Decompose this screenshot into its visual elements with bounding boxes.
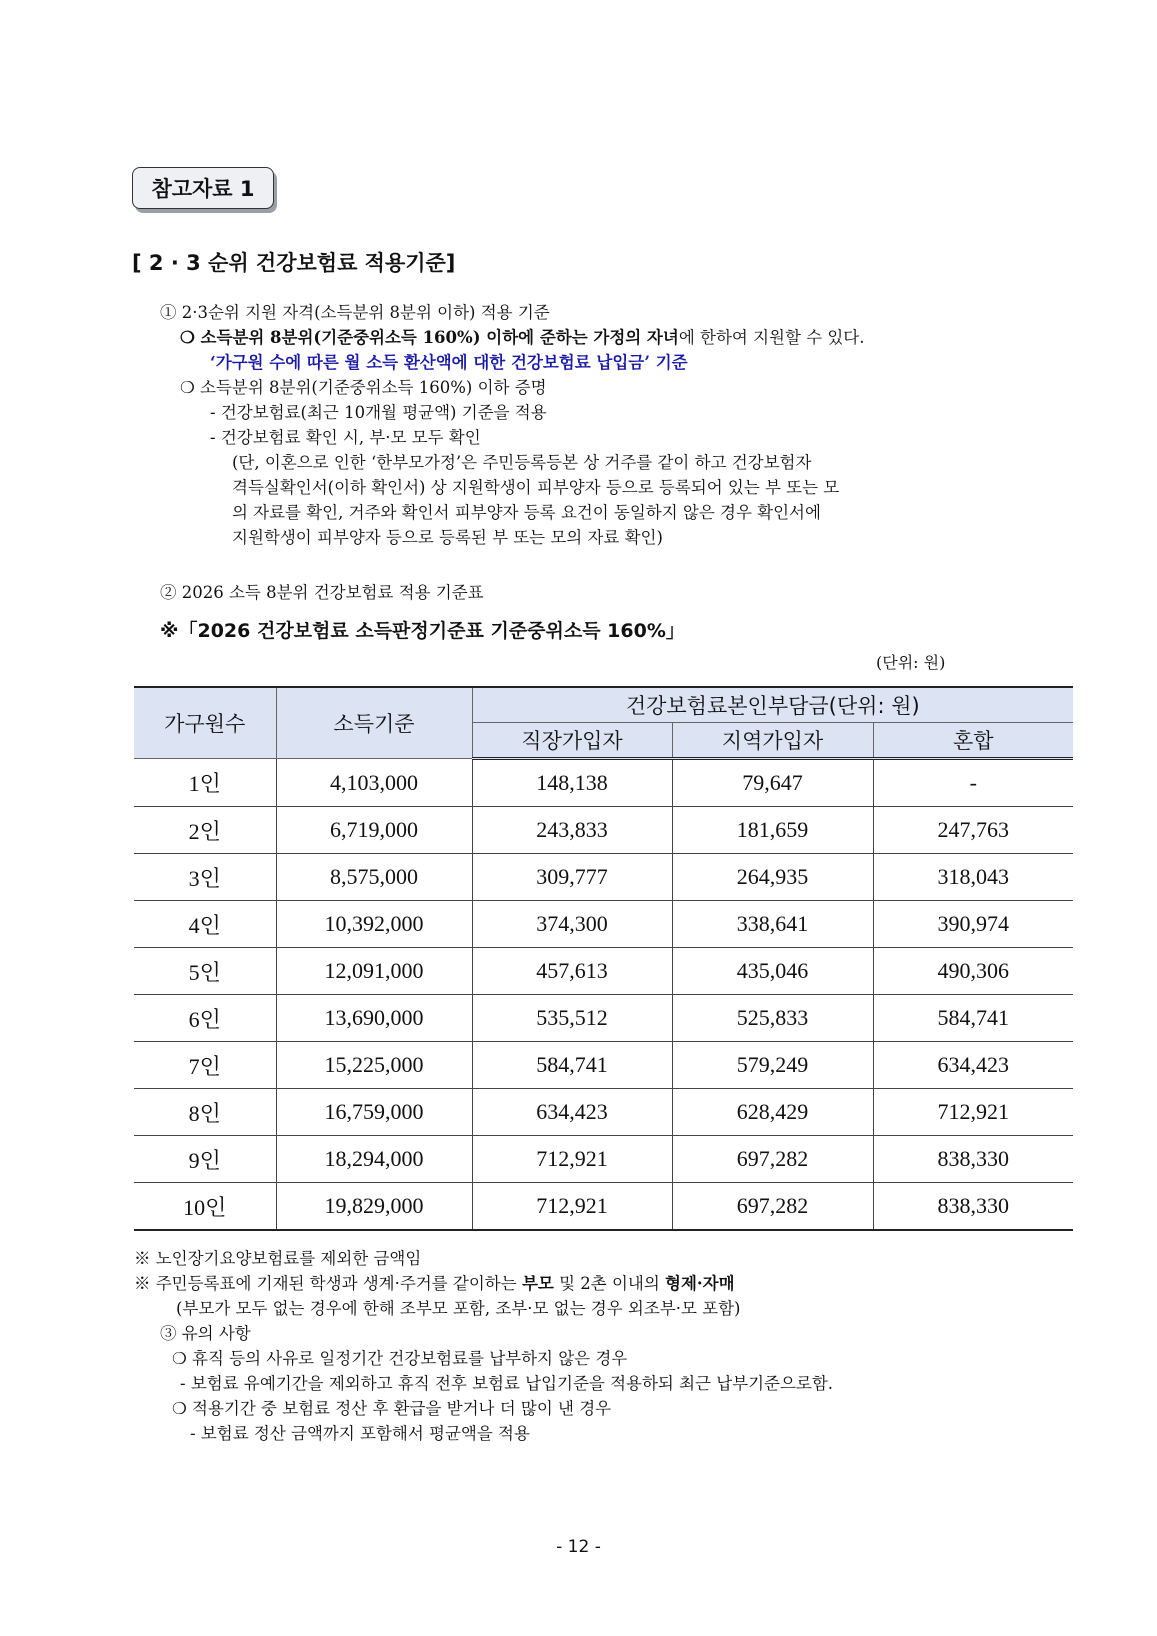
header-premium: 건강보험료본인부담금(단위: 원) [472, 687, 1073, 723]
header-employee: 직장가입자 [472, 723, 672, 759]
cell-employee: 243,833 [472, 807, 672, 854]
cell-employee: 634,423 [472, 1089, 672, 1136]
part1-bullet1-bold: ❍ 소득분위 8분위(기준중위소득 160%) 이하에 준하는 가정의 자녀 [180, 328, 679, 347]
cell-mixed: 838,330 [873, 1136, 1073, 1183]
table-row [134, 854, 1073, 901]
part1-bullet2: ❍ 소득분위 8분위(기준중위소득 160%) 이하 증명 [180, 378, 547, 397]
part3-bullet1: ❍ 휴직 등의 사유로 일정기간 건강보험료를 납부하지 않은 경우 [172, 1349, 628, 1368]
cell-income: 12,091,000 [276, 948, 472, 995]
note-2-siblings: 형제·자매 [665, 1274, 735, 1293]
cell-mixed: 712,921 [873, 1089, 1073, 1136]
cell-employee: 712,921 [472, 1183, 672, 1231]
table-row [134, 807, 1073, 854]
cell-regional: 628,429 [672, 1089, 873, 1136]
cell-regional: 579,249 [672, 1042, 873, 1089]
header-regional: 지역가입자 [672, 723, 873, 759]
part1-paren-line3: 의 자료를 확인, 거주와 확인서 피부양자 등록 요건이 동일하지 않은 경우 확인서에 [232, 503, 821, 522]
cell-income: 4,103,000 [276, 759, 472, 807]
cell-household: 3인 [134, 854, 276, 901]
table-row [134, 948, 1073, 995]
table-title: ※「2026 건강보험료 소득판정기준표 기준중위소득 160%」 [160, 620, 685, 642]
reference-label: 참고자료 1 [132, 167, 274, 209]
cell-income: 19,829,000 [276, 1183, 472, 1231]
cell-regional: 435,046 [672, 948, 873, 995]
cell-household: 8인 [134, 1089, 276, 1136]
cell-mixed: 318,043 [873, 854, 1073, 901]
table-row [134, 1042, 1073, 1089]
table-row [134, 1183, 1073, 1231]
note-3: (부모가 모두 없는 경우에 한해 조부모 포함, 조부·모 없는 경우 외조부·모 포함) [176, 1299, 741, 1318]
cell-household: 9인 [134, 1136, 276, 1183]
cell-regional: 697,282 [672, 1183, 873, 1231]
cell-employee: 457,613 [472, 948, 672, 995]
table-row [134, 759, 1073, 807]
note-1: ※ 노인장기요양보험료를 제외한 금액임 [134, 1249, 422, 1268]
header-mixed: 혼합 [873, 723, 1073, 759]
cell-employee: 309,777 [472, 854, 672, 901]
cell-employee: 148,138 [472, 759, 672, 807]
cell-household: 1인 [134, 759, 276, 807]
table-row [134, 1136, 1073, 1183]
part1-paren-line1: (단, 이혼으로 인한 ‘한부모가정’은 주민등록등본 상 거주를 같이 하고 건강보험자 [232, 453, 812, 472]
cell-regional: 697,282 [672, 1136, 873, 1183]
cell-household: 2인 [134, 807, 276, 854]
part3-bullet2: ❍ 적용기간 중 보험료 정산 후 환급을 받거나 더 많이 낸 경우 [172, 1399, 612, 1418]
table-unit: (단위: 원) [876, 653, 946, 672]
part1-dash2: - 건강보험료 확인 시, 부·모 모두 확인 [210, 428, 481, 447]
cell-income: 15,225,000 [276, 1042, 472, 1089]
table-row [134, 995, 1073, 1042]
cell-regional: 525,833 [672, 995, 873, 1042]
cell-income: 16,759,000 [276, 1089, 472, 1136]
cell-income: 18,294,000 [276, 1136, 472, 1183]
cell-household: 4인 [134, 901, 276, 948]
part1-paren-line2: 격득실확인서(이하 확인서) 상 지원학생이 피부양자 등으로 등록되어 있는 부 또는 모 [232, 478, 840, 497]
cell-household: 5인 [134, 948, 276, 995]
cell-regional: 338,641 [672, 901, 873, 948]
cell-income: 6,719,000 [276, 807, 472, 854]
cell-income: 8,575,000 [276, 854, 472, 901]
part3-dash1: - 보험료 유예기간을 제외하고 휴직 전후 보험료 납입기준을 적용하되 최근 납부기준으로함. [180, 1374, 834, 1393]
cell-household: 10인 [134, 1183, 276, 1231]
cell-mixed: 247,763 [873, 807, 1073, 854]
part1-bullet1-rest: 에 한하여 지원할 수 있다. [678, 328, 865, 347]
table-row [134, 1089, 1073, 1136]
header-income: 소득기준 [276, 687, 472, 759]
part3-dash2: - 보험료 정산 금액까지 포함해서 평균액을 적용 [190, 1424, 530, 1443]
page-number: - 12 - [556, 1537, 601, 1557]
note-2-part-a: ※ 주민등록표에 기재된 학생과 생계·주거를 같이하는 [134, 1274, 522, 1293]
cell-regional: 264,935 [672, 854, 873, 901]
cell-household: 6인 [134, 995, 276, 1042]
part1-blue-criteria: ‘가구원 수에 따른 월 소득 환산액에 대한 건강보험료 납입금’ 기준 [210, 353, 688, 372]
cell-mixed: 838,330 [873, 1183, 1073, 1231]
header-household: 가구원수 [134, 687, 276, 759]
cell-mixed: - [873, 759, 1073, 807]
part2-heading: ② 2026 소득 8분위 건강보험료 적용 기준표 [160, 583, 484, 602]
note-2-part-c: 및 2촌 이내의 [553, 1274, 666, 1293]
cell-income: 13,690,000 [276, 995, 472, 1042]
part3-heading: ③ 유의 사항 [160, 1324, 251, 1343]
premium-table [134, 686, 1073, 1231]
part1-paren-line4: 지원학생이 피부양자 등으로 등록된 부 또는 모의 자료 확인) [232, 528, 663, 547]
cell-employee: 712,921 [472, 1136, 672, 1183]
part1-bullet1 [180, 325, 864, 350]
cell-mixed: 584,741 [873, 995, 1073, 1042]
part1-dash1: - 건강보험료(최근 10개월 평균액) 기준을 적용 [210, 403, 547, 422]
cell-household: 7인 [134, 1042, 276, 1089]
cell-mixed: 634,423 [873, 1042, 1073, 1089]
note-2-parents: 부모 [521, 1274, 554, 1293]
section-title: [ 2 · 3 순위 건강보험료 적용기준] [132, 251, 456, 275]
cell-employee: 374,300 [472, 901, 672, 948]
cell-regional: 79,647 [672, 759, 873, 807]
part1-heading: ① 2·3순위 지원 자격(소득분위 8분위 이하) 적용 기준 [160, 303, 550, 322]
cell-regional: 181,659 [672, 807, 873, 854]
cell-mixed: 490,306 [873, 948, 1073, 995]
table-row [134, 901, 1073, 948]
cell-income: 10,392,000 [276, 901, 472, 948]
cell-employee: 584,741 [472, 1042, 672, 1089]
cell-employee: 535,512 [472, 995, 672, 1042]
note-2 [134, 1271, 735, 1296]
cell-mixed: 390,974 [873, 901, 1073, 948]
